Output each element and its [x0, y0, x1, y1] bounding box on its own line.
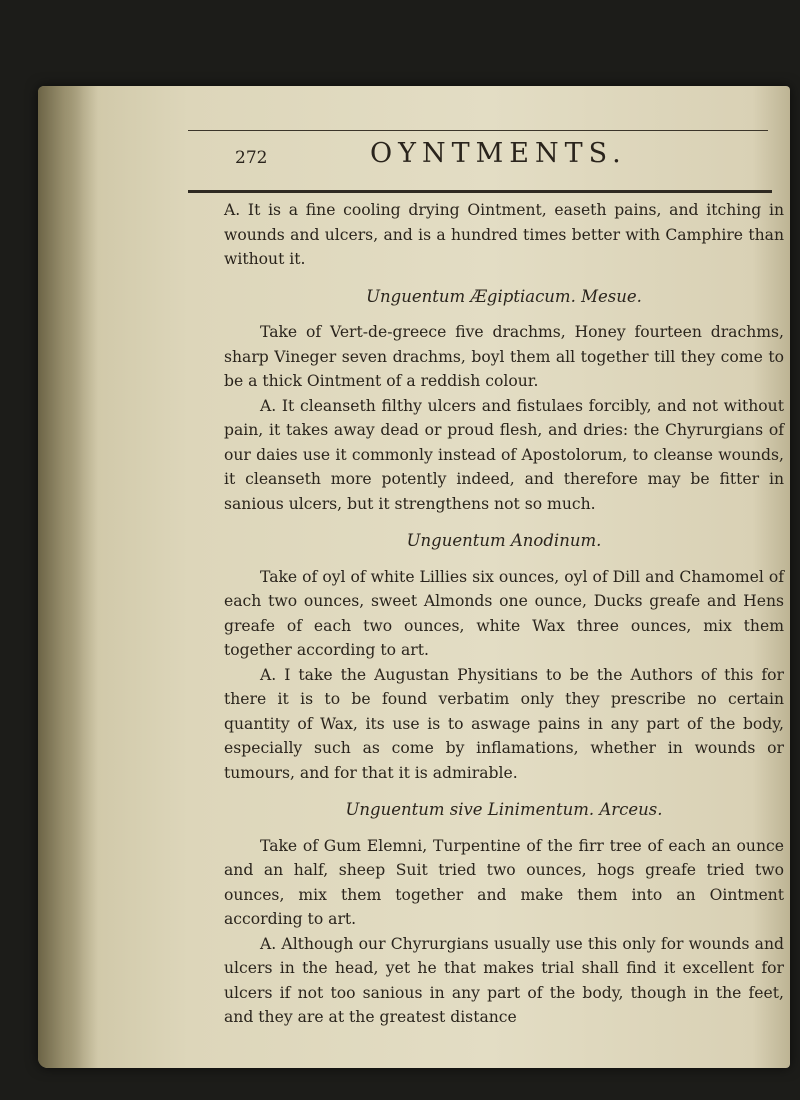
- section-heading: Unguentum Anodinum.: [406, 531, 602, 550]
- page-text: [224, 198, 784, 1030]
- top-rule: [188, 130, 768, 131]
- paragraph: A. It cleanseth filthy ulcers and fistulaes forcibly, and not without pain, it takes away dead or proud flesh, and dries: the Chyrurgians of our daies use it commonly instead of Apostolorum, to cleanse wounds, it cleanseth more potently indeed, and therefore may be fitter in sanious ulcers, but it strengthens not so much.: [224, 396, 784, 513]
- paragraph: A. It is a fine cooling drying Ointment, easeth pains, and itching in wounds and ulcers, and is a hundred times better with Camphire than without it.: [224, 201, 784, 268]
- paragraph: A. Although our Chyrurgians usually use this only for wounds and ulcers in the head, yet he that makes trial shall find it excellent for ulcers if not too sanious in any part of the body, though in the feet, and they are at the greatest distance: [224, 934, 784, 1026]
- paragraph: Take of Vert-de-greece five drachms, Honey fourteen drachms, sharp Vineger seven drachms, boyl them all together till they come to be a thick Ointment of a reddish colour.: [224, 323, 784, 390]
- header-rule: [188, 190, 772, 193]
- section-heading: Unguentum sive Linimentum. Arceus.: [345, 800, 663, 819]
- paragraph: Take of oyl of white Lillies six ounces, oyl of Dill and Chamomel of each two ounces, sweet Almonds one ounce, Ducks greafe and Hens greafe of each two ounces, white Wax three ounces, mix them together according to art.: [224, 567, 784, 659]
- book-page: [38, 86, 790, 1068]
- page-gutter-shadow: [38, 86, 98, 1068]
- running-head: OYNTMENTS.: [370, 138, 627, 169]
- paragraph: Take of Gum Elemni, Turpentine of the firr tree of each an ounce and an half, sheep Suit tried two ounces, hogs greafe tried two ounces, mix them together and make them into an Ointment according to art.: [224, 836, 784, 928]
- page-number: 272: [235, 148, 268, 168]
- section-heading: Unguentum Ægiptiacum. Mesue.: [366, 286, 642, 306]
- paragraph: A. I take the Augustan Physitians to be the Authors of this for there it is to be found verbatim only they prescribe no certain quantity of Wax, its use is to aswage pains in any part of the body, especially such as come by inflamations, whether in wounds or tumours, and for that it is admirable.: [224, 665, 784, 782]
